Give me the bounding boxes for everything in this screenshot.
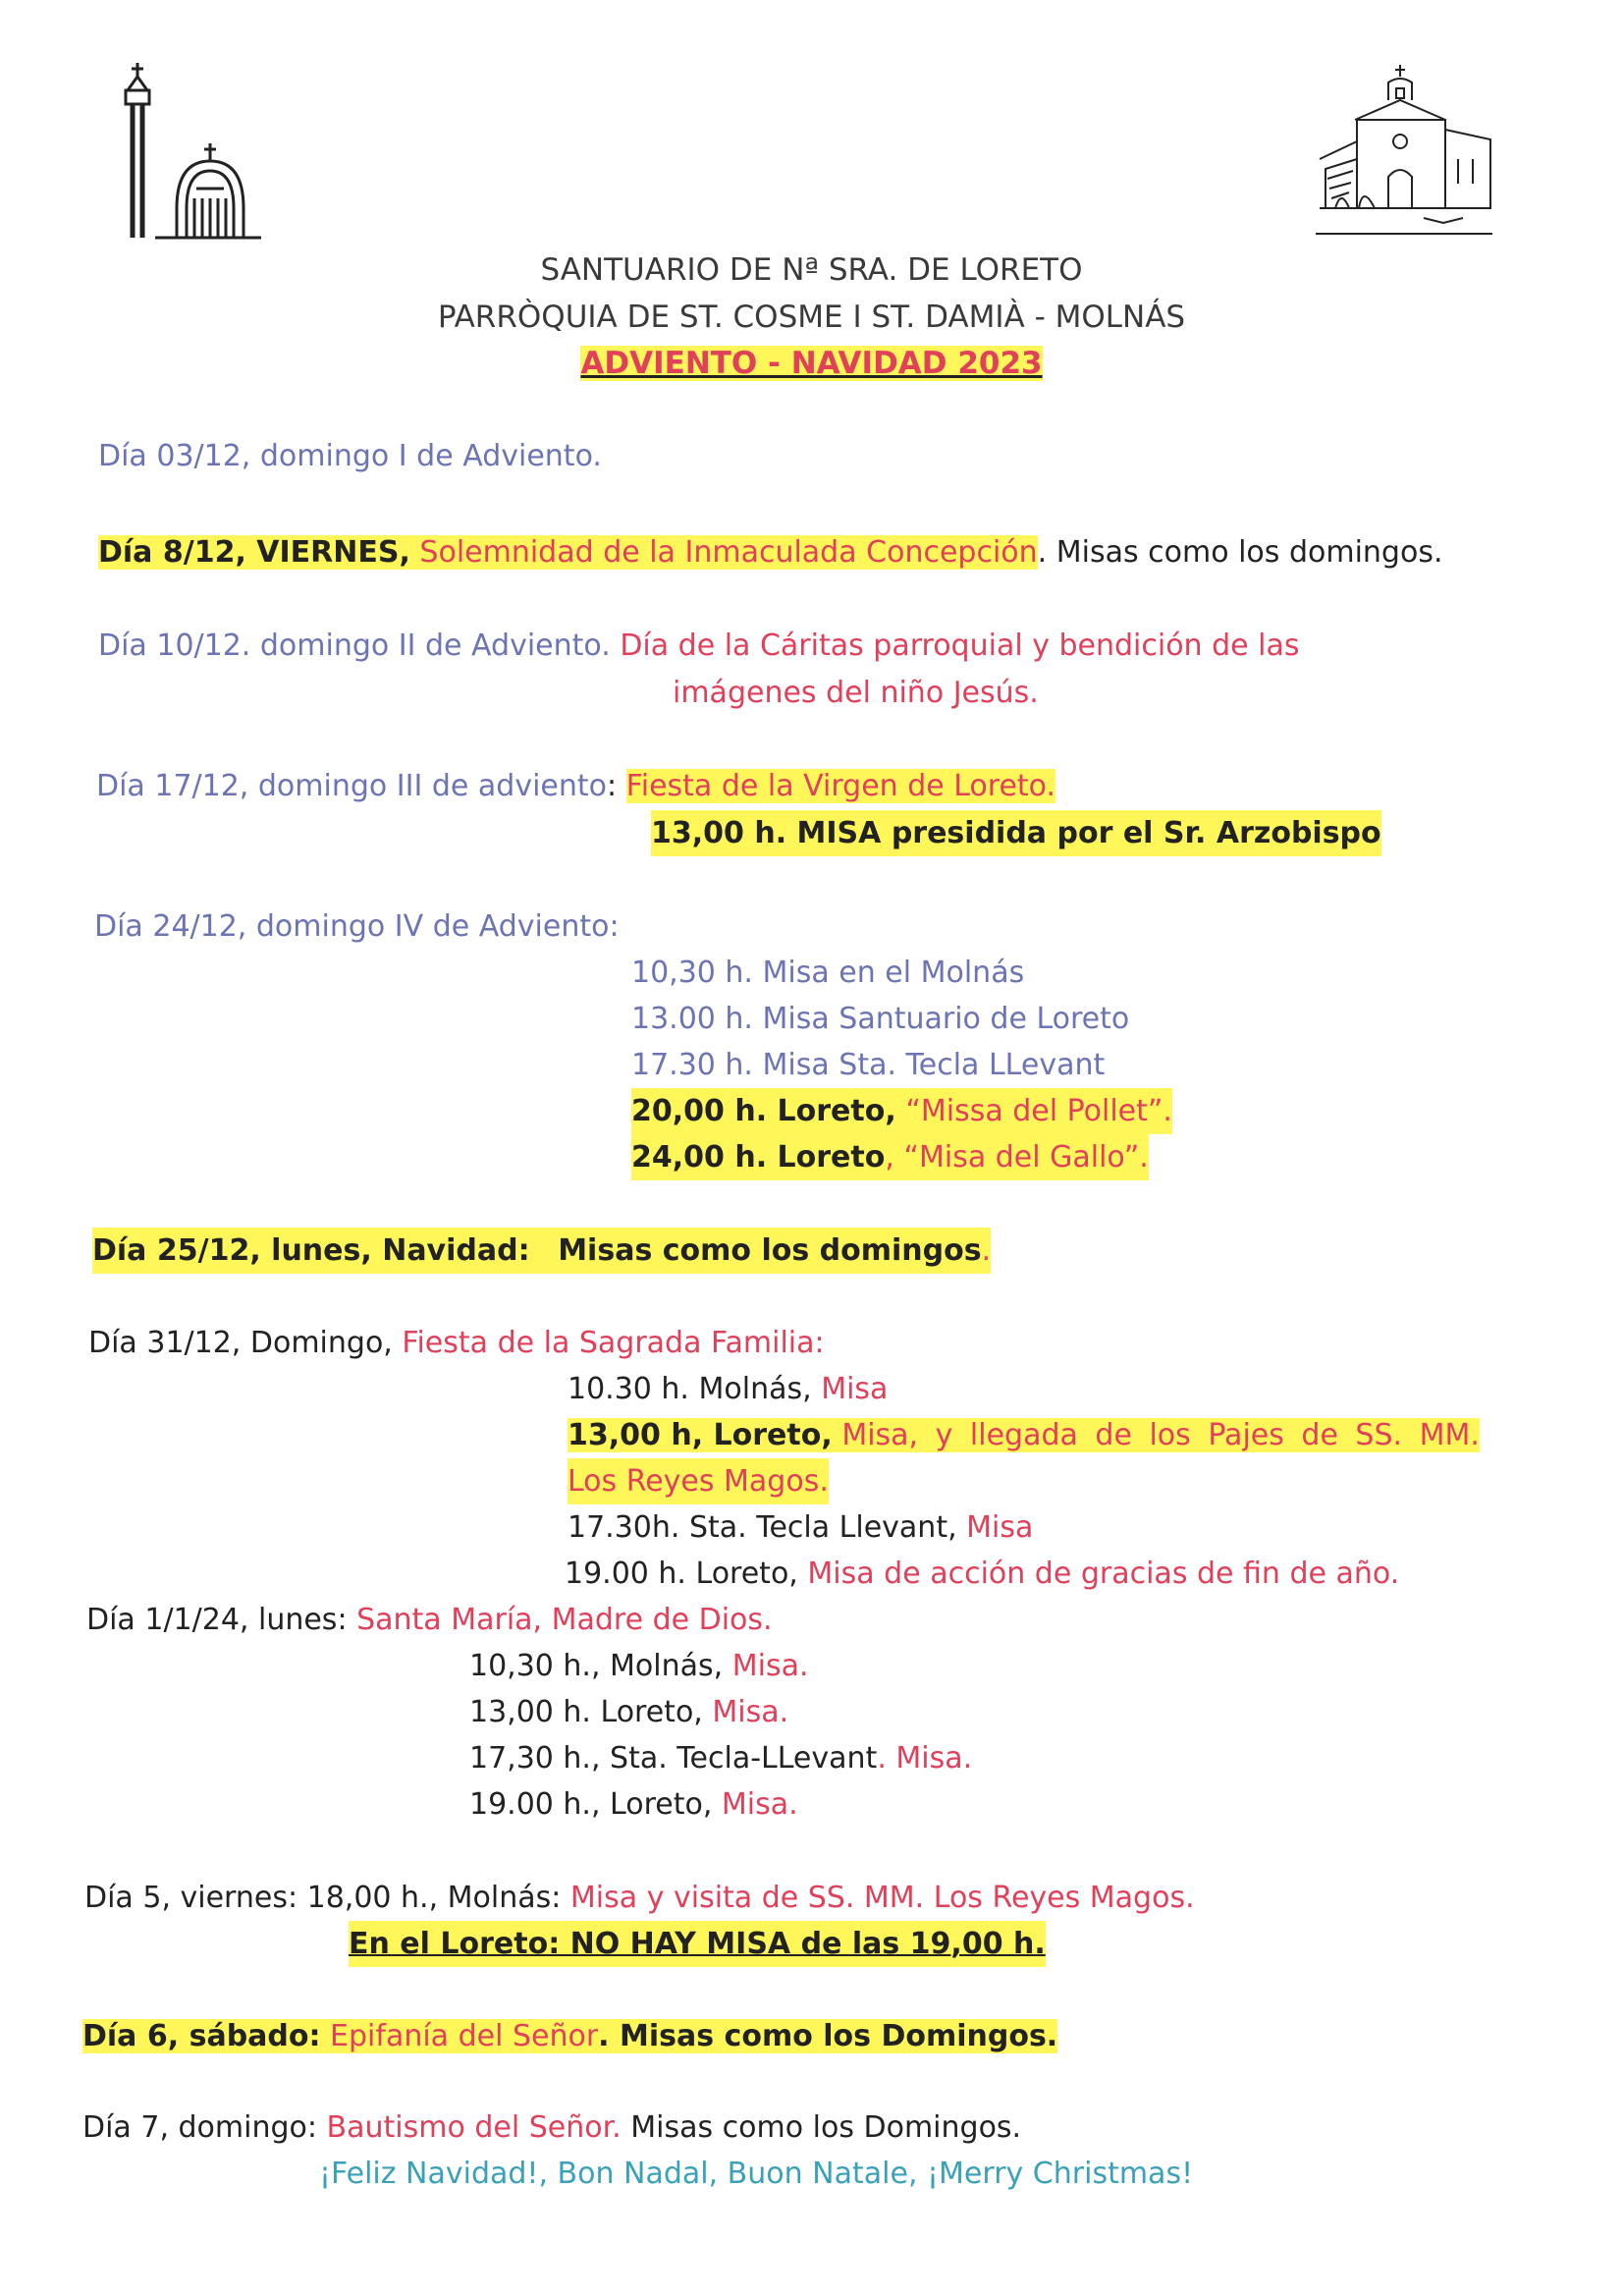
entry-25-12 [92,1228,991,1274]
entry-24-12-line5-time: 24,00 h. Loreto [631,1140,886,1175]
entry-31-12-feast: Fiesta de la Sagrada Familia: [402,1326,825,1360]
entry-07-01-feast: Bautismo del Señor. [326,2110,622,2145]
entry-01-01-line4-misa: Misa. [721,1787,798,1822]
entry-01-01-line3 [469,1735,972,1781]
entry-31-12-line2 [568,1412,1510,1458]
entry-24-12-line4 [631,1088,1172,1134]
entry-08-12-feast: Solemnidad de la Inmaculada Concepción [419,535,1038,570]
entry-31-12-line4-time: 19.00 h. Loreto, [565,1557,798,1591]
entry-05-01-desc: Misa y visita de SS. MM. Los Reyes Magos. [569,1881,1195,1915]
entry-08-12-tail: . Misas como los domingos. [1037,535,1443,570]
entry-17-12-lead: Día 17/12, domingo III de adviento [96,769,608,803]
entry-01-01-line1-time: 10,30 h., Molnás, [469,1649,724,1683]
entry-24-12-line4-name: “Missa del Pollet”. [905,1094,1172,1128]
entry-31-12-line2-time: 13,00 h, Loreto, [568,1418,833,1452]
entry-31-12-line3-time: 17.30h. Sta. Tecla Llevant, [568,1510,957,1545]
entry-01-01-lead: Día 1/1/24, lunes: [86,1603,348,1637]
entry-25-12-dot: . [981,1233,992,1268]
entry-25-12-tail: Misas como los domingos [558,1233,982,1268]
entry-01-01 [86,1597,773,1643]
entry-01-01-line2 [469,1689,788,1735]
header-title-line: SANTUARIO DE Nª SRA. DE LORETO [540,252,1083,288]
entry-24-12-line2: 13.00 h. Misa Santuario de Loreto [631,1002,1130,1036]
entry-31-12-line3 [568,1504,1033,1551]
entry-24-12-line3: 17.30 h. Misa Sta. Tecla LLevant [631,1048,1106,1082]
entry-31-12-line2-desc: Misa, y llegada de los Pajes de SS. MM. [841,1418,1480,1452]
entry-31-12-line3-misa: Misa [966,1510,1034,1545]
entry-06-01-feast: Epifanía del Señor [330,2019,599,2053]
header-season-line: ADVIENTO - NAVIDAD 2023 [580,346,1043,381]
entry-07-01 [82,2105,1021,2151]
entry-08-12-lead: Día 8/12, VIERNES, [98,535,410,570]
entry-01-01-line1 [469,1643,809,1689]
entry-07-01-lead: Día 7, domingo [82,2110,307,2145]
entry-31-12-line1-time: 10.30 h. Molnás, [568,1372,812,1406]
entry-01-01-line1-misa: Misa. [731,1649,809,1683]
entry-31-12 [88,1320,825,1366]
entry-31-12-line1 [568,1366,888,1412]
entry-10-12 [98,623,1300,669]
entry-31-12-line4 [565,1551,1399,1597]
entry-05-01-lead: Día 5, viernes: 18,00 h., Molnás: [84,1881,562,1915]
entry-24-12-line5 [631,1134,1149,1180]
entry-01-01-line4 [469,1781,798,1828]
entry-24-12-line5-name: , “Misa del Gallo”. [885,1140,1149,1175]
entry-24-12-line1: 10,30 h. Misa en el Molnás [631,956,1025,990]
entry-17-12-feast: Fiesta de la Virgen de Loreto. [625,769,1056,803]
entry-06-01-tail: . Misas como los Domingos. [598,2019,1058,2053]
entry-31-12-lead: Día 31/12, Domingo, [88,1326,393,1360]
entry-05-01-notice: En el Loreto: NO HAY MISA de las 19,00 h. [349,1921,1046,1967]
entry-10-12-red1: Día de la Cáritas parroquial y bendición de las [620,629,1300,663]
entry-17-12-colon: : [607,769,618,803]
header-season-wrap [0,341,1623,387]
entry-24-12: Día 24/12, domingo IV de Adviento: [94,909,620,944]
entry-03-12: Día 03/12, domingo I de Adviento. [98,439,602,473]
entry-17-12-mass: 13,00 h. MISA presidida por el Sr. Arzobispo [651,810,1381,856]
entry-17-12 [96,763,1055,809]
entry-24-12-line4-time: 20,00 h. Loreto, [631,1094,896,1128]
entry-31-12-line1-misa: Misa [821,1372,889,1406]
header-parish-line: PARRÒQUIA DE ST. COSME I ST. DAMIÀ - MOLNÁS [437,300,1186,335]
entry-01-01-line2-time: 13,00 h. Loreto, [469,1695,703,1729]
entry-06-01-lead: Día 6, sábado: [82,2019,321,2053]
entry-01-01-line4-time: 19.00 h., Loreto, [469,1787,713,1822]
entry-31-12-line4-desc: Misa de acción de gracias de fin de año. [807,1557,1400,1591]
entry-25-12-lead: Día 25/12, lunes, Navidad: [92,1233,530,1268]
entry-07-01-tail: Misas como los Domingos. [630,2110,1022,2145]
entry-01-01-line3-time: 17,30 h., Sta. Tecla-LLevant [469,1741,878,1776]
entry-31-12-line2-cont: Los Reyes Magos. [568,1458,829,1504]
christmas-greeting: ¡Feliz Navidad!, Bon Nadal, Buon Natale, ¡Merry Christmas! [319,2157,1194,2191]
hermitage-sketch-logo [1316,61,1497,247]
entry-06-01 [82,2013,1057,2059]
entry-10-12-lead: Día 10/12. domingo II de Adviento. [98,629,611,663]
entry-08-12 [98,529,1442,575]
church-tower-logo [116,61,263,243]
entry-10-12-red2: imágenes del niño Jesús. [673,676,1039,710]
entry-07-01-colon: : [306,2110,317,2145]
entry-01-01-line3-misa: . Misa. [877,1741,973,1776]
entry-01-01-feast: Santa María, Madre de Dios. [356,1603,773,1637]
entry-01-01-line2-misa: Misa. [712,1695,789,1729]
entry-05-01 [84,1875,1195,1921]
